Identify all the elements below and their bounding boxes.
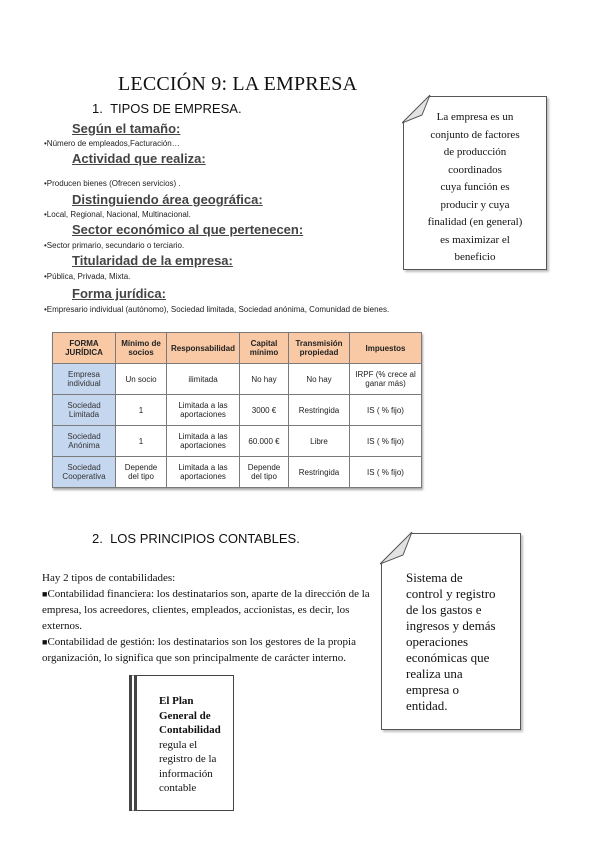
table-cell: 3000 € <box>240 395 289 426</box>
criterion-text-activity: •Producen bienes (Ofrecen servicios) . <box>44 179 181 188</box>
table-row <box>53 395 422 426</box>
table-header-cell: Transmisión propiedad <box>289 333 350 364</box>
plan-line: contable <box>159 782 197 794</box>
management-accounting-text: : los destinatarios son los gestores de la propia organización, lo significa que son principalmente de carácter interno. <box>42 636 356 664</box>
table-cell: IS ( % fijo) <box>350 395 422 426</box>
financial-accounting-text: : los destinatarios son, aparte de la dirección de la empresa, los acreedores, clientes, empleados, accionistas, es decir, los externos. <box>42 588 370 632</box>
section-1-number: 1. <box>92 101 103 116</box>
table-header-cell: Mínimo de socios <box>116 333 167 364</box>
table-header-cell: Capital mínimo <box>240 333 289 364</box>
table-cell: Libre <box>289 426 350 457</box>
accounting-types-paragraph <box>42 570 372 666</box>
table-cell: Limitada a las aportaciones <box>167 457 240 488</box>
note-line: producir y cuya <box>440 198 510 211</box>
bullet-icon: ■ <box>42 589 48 599</box>
table-cell: 1 <box>116 395 167 426</box>
section-2-heading <box>92 531 300 546</box>
note-line: control y registro <box>406 586 496 601</box>
financial-accounting-item <box>42 586 372 634</box>
note-line: coordinados <box>448 163 502 176</box>
criterion-heading-legal-form: Forma jurídica: <box>72 286 166 301</box>
table-cell: IRPF (% crece al ganar más) <box>350 364 422 395</box>
table-cell: Limitada a las aportaciones <box>167 395 240 426</box>
table-cell: 60.000 € <box>240 426 289 457</box>
criterion-text-ownership: •Pública, Privada, Mixta. <box>44 272 131 281</box>
legal-forms-table <box>52 332 422 488</box>
plan-line: regula el <box>159 738 198 751</box>
plan-line: información <box>159 767 213 780</box>
plan-line: registro de la <box>159 753 217 765</box>
section-2-number: 2. <box>92 531 103 546</box>
table-row <box>53 364 422 395</box>
note-line: de los gastos e <box>406 602 482 617</box>
bullet-icon: ■ <box>42 637 48 647</box>
table-cell: Sociedad Limitada <box>53 395 116 426</box>
criterion-text-geography: •Local, Regional, Nacional, Multinacional. <box>44 210 191 219</box>
criterion-text-size: •Número de empleados,Facturación… <box>44 139 180 148</box>
table-cell: Restringida <box>289 395 350 426</box>
table-header-cell: Responsabilidad <box>167 333 240 364</box>
table-header-cell: FORMA JURÍDICA <box>53 333 116 364</box>
note-line: es maximizar el <box>440 233 510 246</box>
page-title: LECCIÓN 9: LA EMPRESA <box>118 73 358 95</box>
section-1-title: TIPOS DE EMPRESA. <box>110 101 242 116</box>
note-line: realiza una <box>406 666 463 681</box>
section-1-heading <box>92 101 242 116</box>
table-cell: Un socio <box>116 364 167 395</box>
criterion-heading-activity: Actividad que realiza: <box>72 151 206 166</box>
note-line: conjunto de factores <box>430 128 520 141</box>
section-2-title: LOS PRINCIPIOS CONTABLES. <box>110 531 300 546</box>
plan-line: Contabilidad <box>159 724 221 736</box>
plan-line: General de <box>159 709 211 722</box>
criterion-text-legal-form: •Empresario individual (autónomo), Sociedad limitada, Sociedad anónima, Comunidad de bienes. <box>44 305 390 314</box>
criterion-text-sector: •Sector primario, secundario o terciario. <box>44 241 185 250</box>
accounting-intro: Hay 2 tipos de contabilidades: <box>42 572 176 584</box>
table-row <box>53 457 422 488</box>
note-line: de producción <box>443 146 507 158</box>
management-accounting-term: Contabilidad de gestión <box>47 636 152 648</box>
note-line: beneficio <box>454 251 496 263</box>
note-line: entidad. <box>406 698 448 713</box>
page-fold-icon <box>380 532 414 566</box>
criterion-heading-size: Según el tamaño: <box>72 121 181 136</box>
table-cell: IS ( % fijo) <box>350 457 422 488</box>
criterion-heading-geography: Distinguiendo área geográfica: <box>72 192 263 207</box>
note-line: La empresa es un <box>436 111 514 123</box>
plan-general-box <box>129 675 234 811</box>
note-line: operaciones <box>406 634 469 649</box>
note-line: ingresos y demás <box>406 618 496 633</box>
accounting-definition-note <box>381 533 521 730</box>
table-cell: No hay <box>240 364 289 395</box>
financial-accounting-term: Contabilidad financiera <box>47 588 151 600</box>
note-line: empresa o <box>406 682 460 697</box>
table-cell: ilimitada <box>167 364 240 395</box>
table-row <box>53 426 422 457</box>
table-cell: Restringida <box>289 457 350 488</box>
plan-line: El Plan <box>159 695 194 707</box>
note-line: económicas que <box>406 650 490 665</box>
table-cell: Empresa individual <box>53 364 116 395</box>
criterion-heading-ownership: Titularidad de la empresa: <box>72 253 233 268</box>
table-cell: Sociedad Cooperativa <box>53 457 116 488</box>
table-cell: Depende del tipo <box>240 457 289 488</box>
table-cell: IS ( % fijo) <box>350 426 422 457</box>
note-line: finalidad (en general) <box>427 216 523 228</box>
table-cell: Depende del tipo <box>116 457 167 488</box>
company-definition-note <box>403 96 547 270</box>
note-line: Sistema de <box>406 570 463 585</box>
note-line: cuya función es <box>440 181 510 193</box>
page-fold-icon <box>402 95 432 125</box>
table-cell: Limitada a las aportaciones <box>167 426 240 457</box>
table-cell: 1 <box>116 426 167 457</box>
table-cell: No hay <box>289 364 350 395</box>
criterion-heading-sector: Sector económico al que pertenecen: <box>72 222 304 237</box>
table-header-cell: Impuestos <box>350 333 422 364</box>
table-cell: Sociedad Anónima <box>53 426 116 457</box>
table-header-row <box>53 333 422 364</box>
management-accounting-item <box>42 634 372 666</box>
